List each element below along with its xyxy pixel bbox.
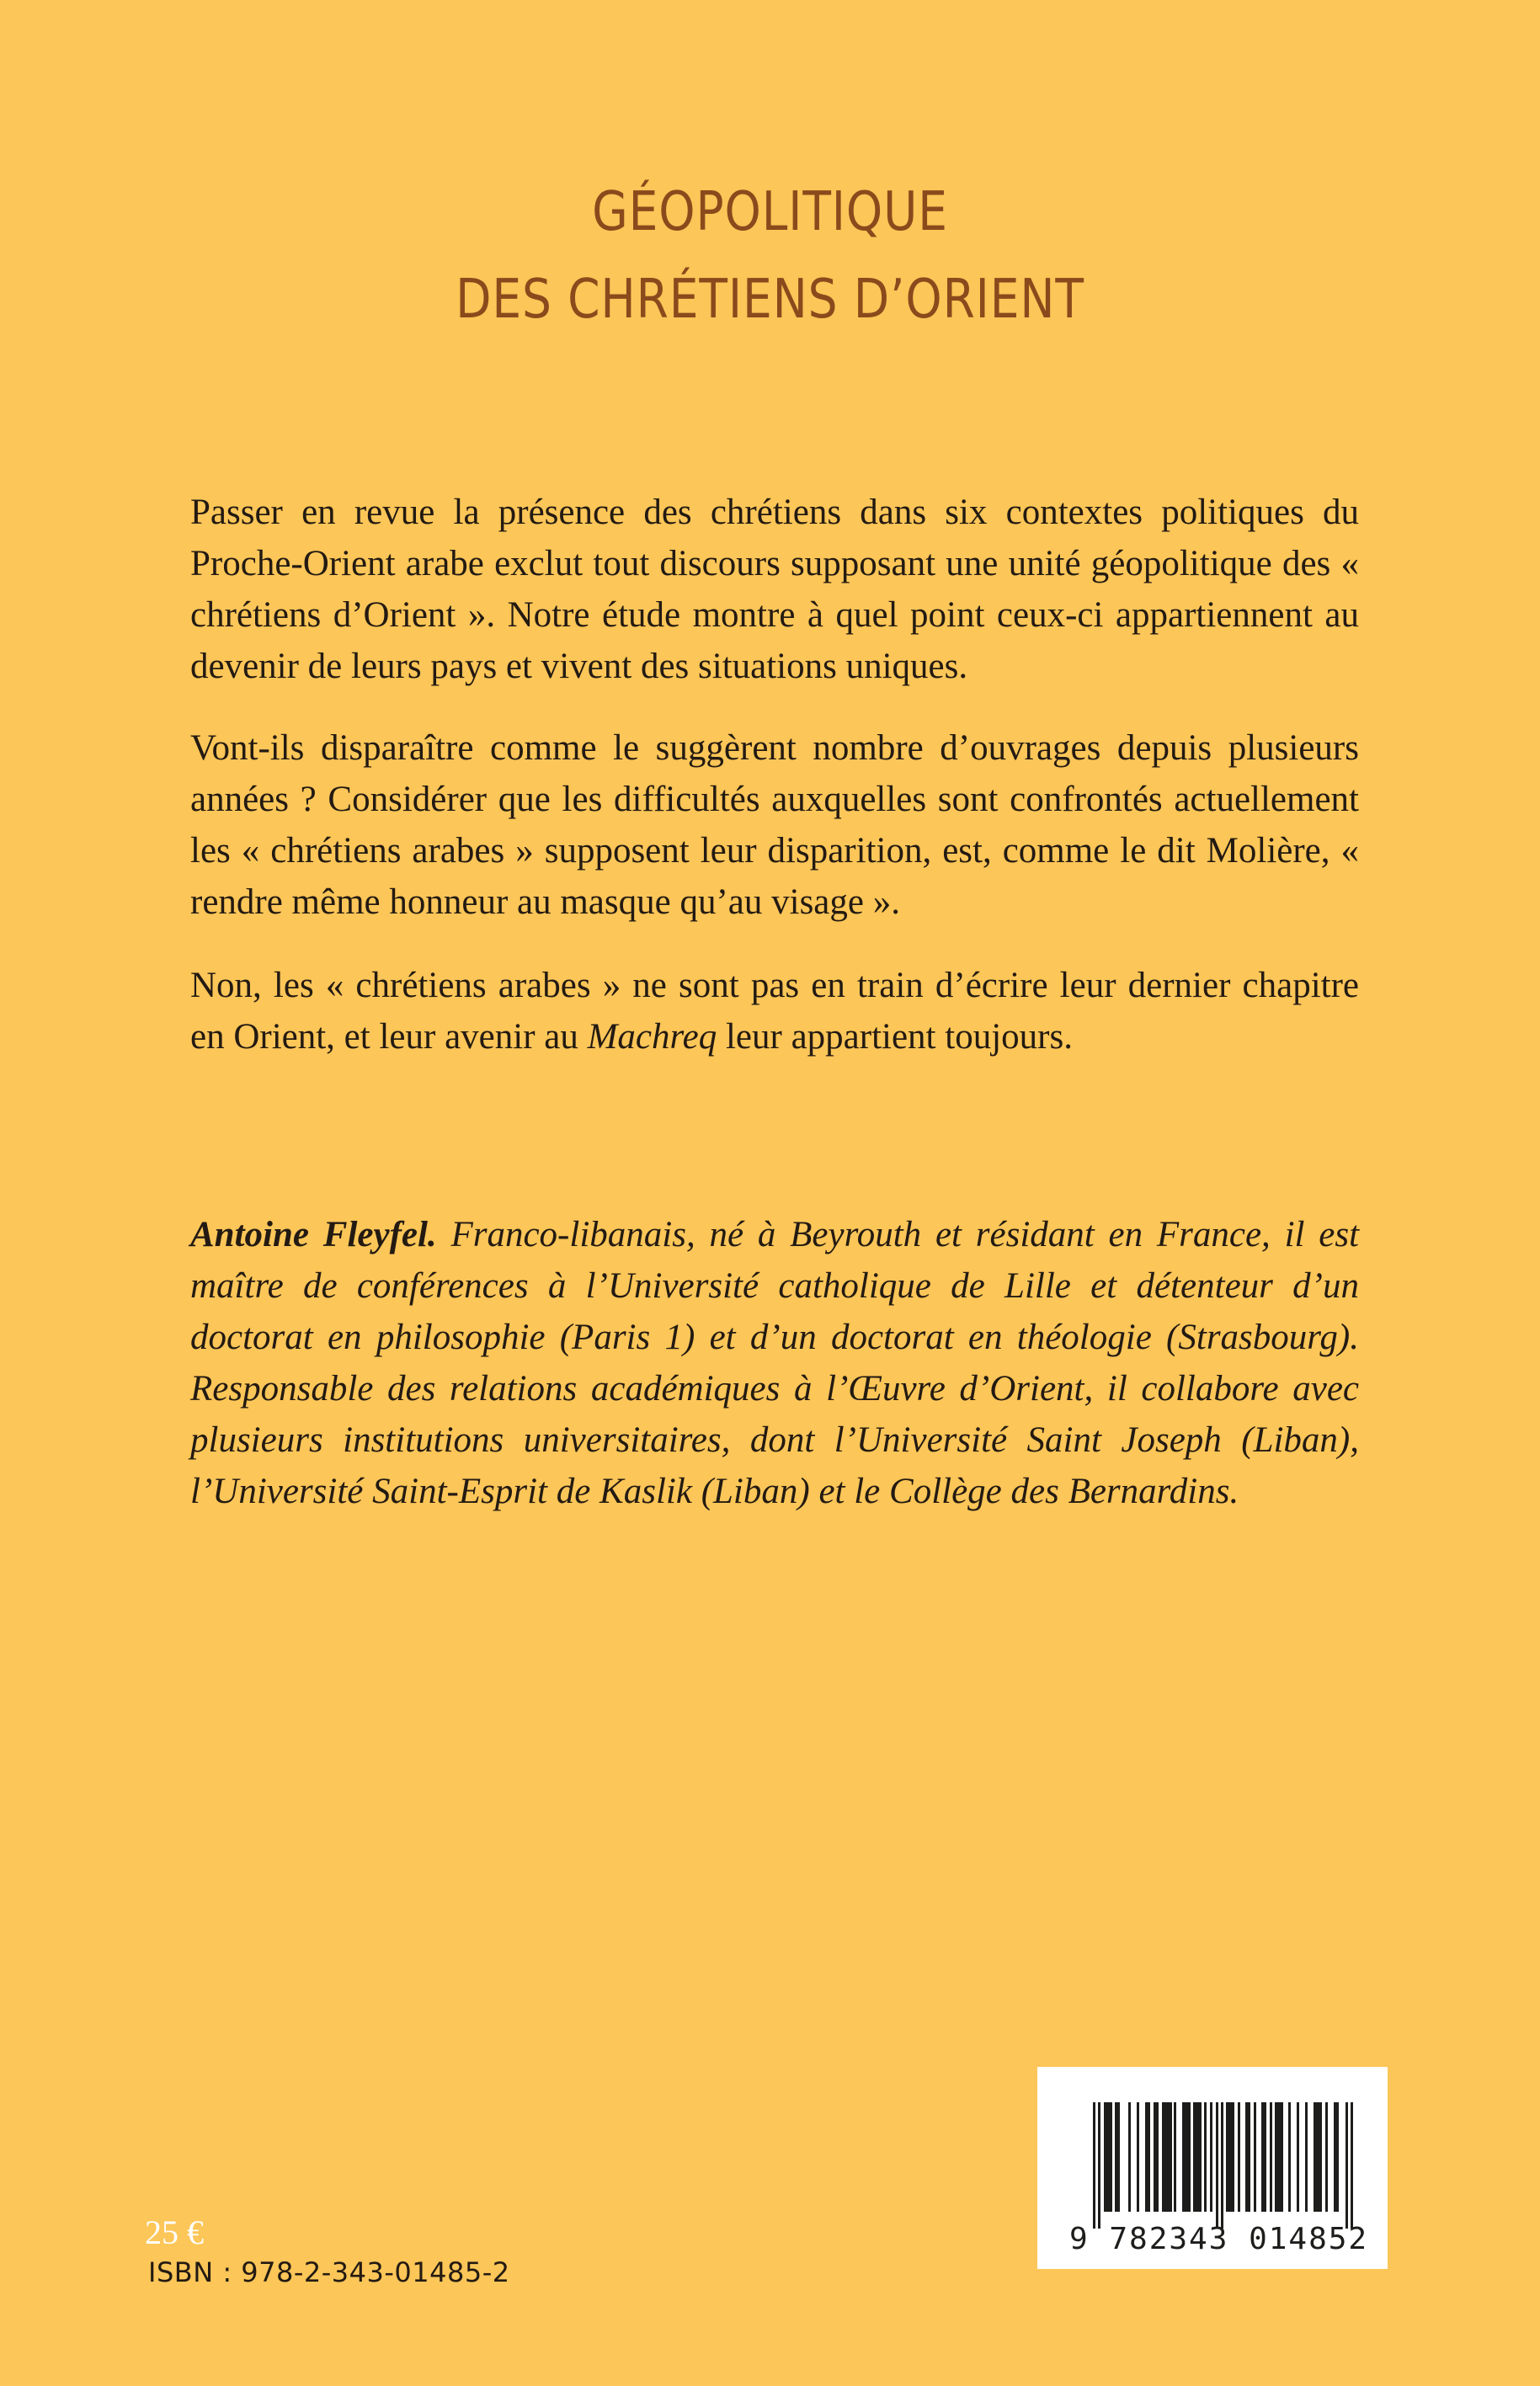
blurb-paragraph-1-text: Passer en revue la présence des chrétiens dans six contextes politiques du Proche-Orient arabe exclut tout discours supposant une unité géopolitique des « chrétiens d’Orient ». Notre étude montre à quel point ceux-ci appartiennent au devenir de leurs pays et vivent des situations uniques. [190, 493, 1359, 686]
title-line-2: DES CHRÉTIENS D’ORIENT [456, 269, 1084, 331]
isbn-label: ISBN : 978-2-343-01485-2 [148, 2256, 510, 2288]
blurb-paragraph-3 [190, 960, 1359, 1063]
book-title [0, 168, 1540, 344]
author-bio-text: Franco-libanais, né à Beyrouth et résidant en France, il est maître de conférences à l’Université catholique de Lille et détenteur d’un doctorat en philosophie (Paris 1) et d’un doctorat en théologie (Strasbourg). Responsable des relations académiques à l’Œuvre d’Orient, il collabore avec plusieurs institutions universitaires, dont l’Université Saint Joseph (Liban), l’Université Saint-Esprit de Kaslik (Liban) et le Collège des Bernardins. [190, 1215, 1360, 1511]
blurb-text-start: Non, les « chrétiens arabes » ne sont pas en train d’écrire leur dernier chapitre en Orient, et leur avenir au [190, 966, 1359, 1057]
price-label: 25 € [145, 2213, 204, 2251]
blurb-paragraph-1 [190, 487, 1359, 692]
title-line-1: GÉOPOLITIQUE [592, 181, 948, 243]
blurb-paragraph-2 [190, 722, 1359, 928]
author-name: Antoine Fleyfel. [190, 1215, 437, 1254]
blurb-text-end: leur appartient toujours. [717, 1017, 1073, 1057]
author-bio [190, 1209, 1359, 1517]
barcode-digits: 9 782343 014852 [1069, 2222, 1369, 2256]
blurb-paragraph-2-text: Vont-ils disparaître comme le suggèrent nombre d’ouvrages depuis plusieurs années ? Considérer que les difficultés auxquelles sont confrontés actuellement les « chrétiens arabes » supposent leur disparition, est, comme le dit Molière, « rendre même honneur au masque qu’au visage ». [190, 728, 1359, 922]
machreq-term: Machreq [587, 1017, 717, 1057]
barcode-icon [1093, 2102, 1354, 2229]
barcode-label [1037, 2067, 1388, 2269]
blurb-paragraph-3-text [190, 960, 1359, 1063]
